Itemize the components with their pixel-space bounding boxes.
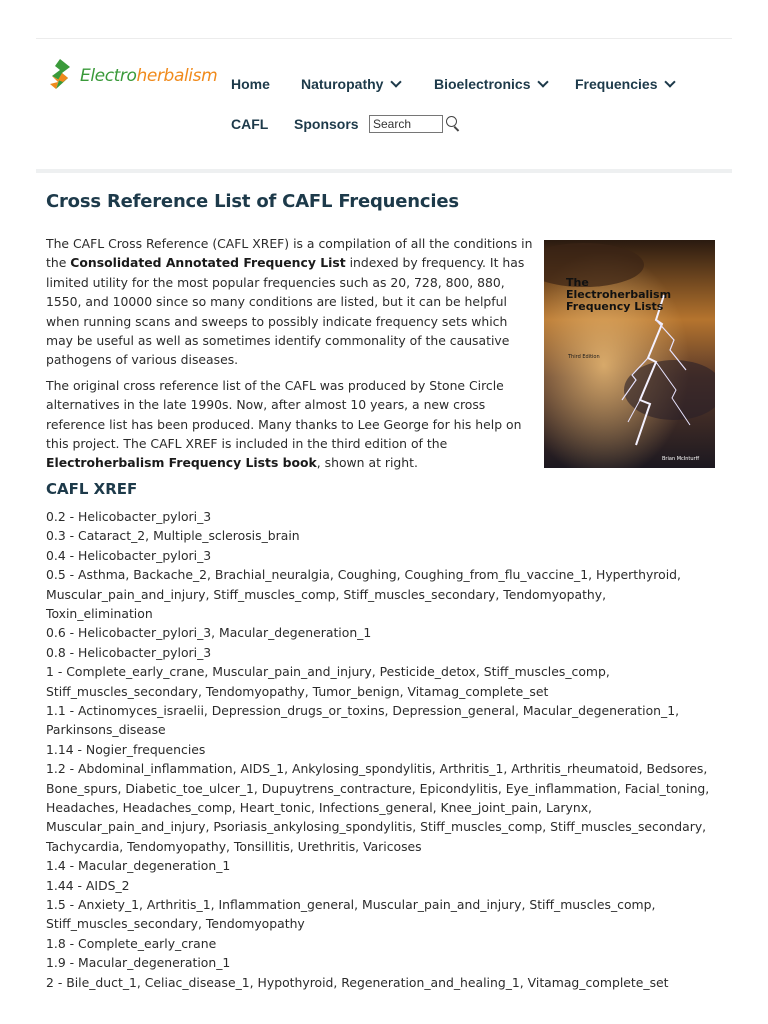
nav-cafl[interactable]: [231, 116, 268, 132]
book-link[interactable]: Electroherbalism Frequency Lists book: [46, 455, 317, 471]
xref-entry: 1.1 - Actinomyces_israelii, Depression_drugs_or_toxins, Depression_general, Macular_degeneration_1, Parkinsons_disease: [46, 702, 680, 738]
intro-p1-text-a: The CAFL Cross Reference (CAFL XREF) is a compilation of all the conditions in the: [46, 236, 533, 271]
intro-section: [46, 234, 716, 473]
book-title-line-3: Frequency Lists: [566, 300, 664, 313]
chevron-down-icon: [538, 76, 549, 87]
logo-wordmark: [80, 65, 218, 86]
intro-paragraph-1: [46, 234, 538, 370]
xref-entry: 1.5 - Anxiety_1, Arthritis_1, Inflammation_general, Muscular_pain_and_injury, Stiff_muscles_comp, Stiff_muscles_secondary, Tendomyopathy: [46, 897, 656, 932]
intro-p2-text-a: The original cross reference list of the CAFL was produced by Stone Circle alternatives in the late 1990s. Now, after almost 10 years, a new cross reference list has been produced. Many thanks to Lee George for his help on this project. The CAFL XREF is included in the third edition of the: [46, 377, 522, 452]
xref-entry: 0.4 - Helicobacter_pylori_3: [46, 547, 212, 563]
book-cover-image: [544, 240, 715, 468]
book-author: Brian McInturff: [662, 456, 700, 462]
nav-cafl-label: CAFL: [231, 116, 269, 132]
xref-entry: 0.2 - Helicobacter_pylori_3: [46, 508, 212, 524]
xref-entry: 1.44 - AIDS_2: [46, 877, 130, 893]
xref-section-title: CAFL XREF: [46, 479, 138, 498]
xref-entry: 1.14 - Nogier_frequencies: [46, 741, 206, 757]
xref-entry: 0.8 - Helicobacter_pylori_3: [46, 644, 212, 660]
nav-naturopathy-label: Naturopathy: [301, 76, 384, 92]
main-content: [46, 190, 716, 992]
lightning-logo-icon: [46, 58, 76, 94]
xref-list: [46, 507, 716, 992]
nav-bioelectronics[interactable]: [434, 76, 547, 92]
search-input[interactable]: [369, 115, 443, 133]
search-form: [369, 115, 461, 133]
site-logo[interactable]: [46, 58, 217, 94]
xref-entry: 1.4 - Macular_degeneration_1: [46, 858, 231, 874]
book-title-line-1: The: [566, 276, 589, 289]
xref-entry: 0.6 - Helicobacter_pylori_3, Macular_degeneration_1: [46, 625, 372, 641]
logo-part-1: Electro: [80, 65, 137, 86]
page-title: Cross Reference List of CAFL Frequencies: [46, 191, 459, 212]
intro-paragraph-2: [46, 376, 538, 473]
nav-home-label: Home: [231, 76, 270, 92]
nav-sponsors[interactable]: [294, 116, 359, 132]
nav-frequencies-label: Frequencies: [575, 76, 658, 92]
cafl-link[interactable]: Consolidated Annotated Frequency List: [70, 255, 346, 271]
nav-home[interactable]: [231, 76, 270, 92]
xref-entry: 1.9 - Macular_degeneration_1: [46, 955, 231, 971]
nav-naturopathy[interactable]: [301, 76, 400, 92]
logo-part-2: herbalism: [136, 65, 218, 86]
xref-entry: 1.8 - Complete_early_crane: [46, 935, 217, 951]
xref-entry: 1 - Complete_early_crane, Muscular_pain_and_injury, Pesticide_detox, Stiff_muscles_comp, Stiff_muscles_secondary, Tendomyopathy, Tumor_benign, Vitamag_complete_set: [46, 664, 610, 699]
chevron-down-icon: [665, 76, 676, 87]
xref-entry: 1.2 - Abdominal_inflammation, AIDS_1, Ankylosing_spondylitis, Arthritis_1, Arthritis_rheumatoid, Bedsores, Bone_spurs, Diabetic_toe_ulcer_1, Dupuytrens_contracture, Epicondylitis, Eye_inflammation, Facial_toning, Headaches, Headaches_comp, Heart_tonic, Infections_general, Knee_joint_pain, Larynx, Muscular_pain_and_injury, Psoriasis_ankylosing_spondylitis, Stiff_muscles_comp, Stiff_muscles_secondary, Tachycardia, Tendomyopathy, Tonsillitis, Urethritis, Varicoses: [46, 761, 710, 854]
xref-entry: 2 - Bile_duct_1, Celiac_disease_1, Hypothyroid, Regeneration_and_healing_1, Vitamag_complete_set: [46, 974, 669, 990]
intro-p2-text-b: , shown at right.: [316, 455, 418, 471]
chevron-down-icon: [391, 76, 402, 87]
book-title-line-2: Electroherbalism: [566, 288, 672, 301]
header-divider: [36, 169, 732, 173]
book-edition: Third Edition: [568, 354, 600, 360]
nav-sponsors-label: Sponsors: [294, 116, 359, 132]
top-divider: [36, 38, 732, 39]
intro-p1-text-b: indexed by frequency. It has limited utility for the most popular frequencies such as 20, 728, 800, 880, 1550, and 10000 since so many conditions are listed, but it can be helpful when running scans and sweeps to possibly indicate frequency sets which may be useful as well as sometimes identify commonality of the causative pathogens of various diseases.: [46, 255, 525, 368]
nav-bioelectronics-label: Bioelectronics: [434, 76, 531, 92]
search-icon[interactable]: [445, 116, 461, 132]
xref-entry: 0.5 - Asthma, Backache_2, Brachial_neuralgia, Coughing, Coughing_from_flu_vaccine_1, Hyperthyroid, Muscular_pain_and_injury, Stiff_muscles_comp, Stiff_muscles_secondary, Tendomyopathy, Toxin_elimination: [46, 567, 681, 621]
xref-entry: 0.3 - Cataract_2, Multiple_sclerosis_brain: [46, 528, 300, 544]
nav-frequencies[interactable]: [575, 76, 674, 92]
